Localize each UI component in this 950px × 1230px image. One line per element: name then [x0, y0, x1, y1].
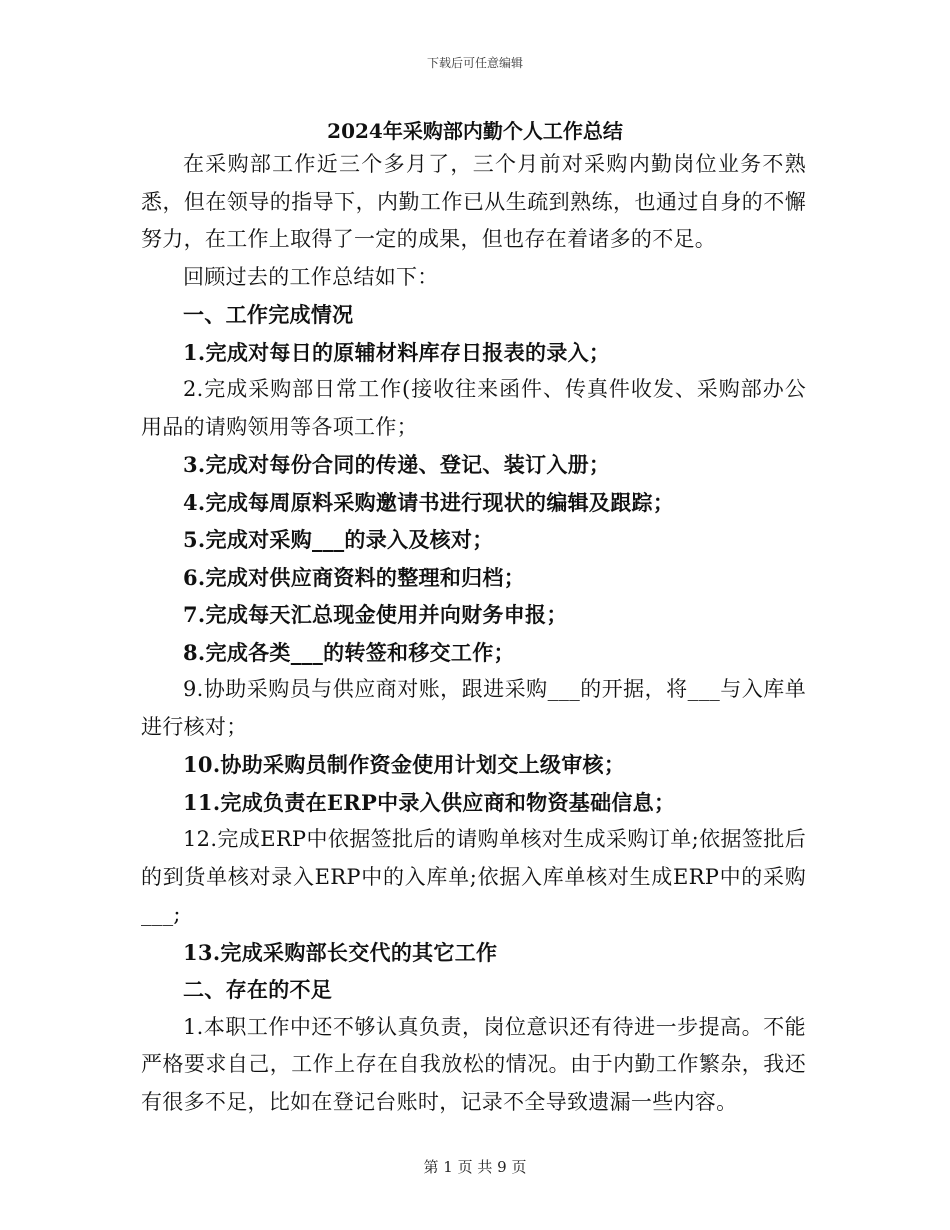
list-item: 10.协助采购员制作资金使用计划交上级审核； — [183, 752, 626, 777]
paragraph-review: 回顾过去的工作总结如下： — [183, 264, 439, 289]
header-note: 下载后可任意编辑 — [426, 56, 523, 70]
list-item: 12.完成ERP中依据签批后的请购单核对生成采购订单;依据签批后的到货单核对录入ERP中的入库单;依据入库单核对生成ERP中的采购___; — [141, 827, 806, 926]
document-body — [141, 146, 806, 1121]
list-item: 11.完成负责在ERP中录入供应商和物资基础信息； — [183, 789, 676, 815]
section-heading-shortcomings: 二、存在的不足 — [183, 977, 333, 1002]
page-number: 第 1 页 共 9 页 — [423, 1158, 527, 1176]
list-item: 3.完成对每份合同的传递、登记、装订入册； — [183, 452, 611, 477]
list-item: 2.完成采购部日常工作(接收往来函件、传真件收发、采购部办公用品的请购领用等各项工作； — [141, 377, 806, 439]
list-item: 6.完成对供应商资料的整理和归档； — [183, 564, 526, 590]
list-item: 8.完成各类___的转签和移交工作； — [183, 639, 515, 665]
paragraph-intro: 在采购部工作近三个多月了，三个月前对采购内勤岗位业务不熟悉，但在领导的指导下，内勤工作已从生疏到熟练，也通过自身的不懈努力，在工作上取得了一定的成果，但也存在着诸多的不足。 — [141, 152, 806, 251]
list-item: 1.本职工作中还不够认真负责，岗位意识还有待进一步提高。不能严格要求自己，工作上存在自我放松的情况。由于内勤工作繁杂，我还有很多不足，比如在登记台账时，记录不全导致遗漏一些内容。 — [141, 1014, 806, 1114]
list-item: 1.完成对每日的原辅材料库存日报表的录入； — [183, 339, 611, 365]
section-heading-completion: 一、工作完成情况 — [183, 302, 354, 327]
list-item: 9.协助采购员与供应商对账，跟进采购___的开据，将___与入库单进行核对； — [141, 677, 806, 739]
list-item: 13.完成采购部长交代的其它工作 — [183, 939, 498, 965]
list-item: 7.完成每天汇总现金使用并向财务申报； — [183, 602, 568, 627]
document-title: 2024年采购部内勤个人工作总结 — [327, 119, 623, 143]
list-item: 4.完成每周原料采购邀请书进行现状的编辑及跟踪； — [183, 489, 675, 515]
list-item: 5.完成对采购___的录入及核对； — [183, 527, 494, 552]
